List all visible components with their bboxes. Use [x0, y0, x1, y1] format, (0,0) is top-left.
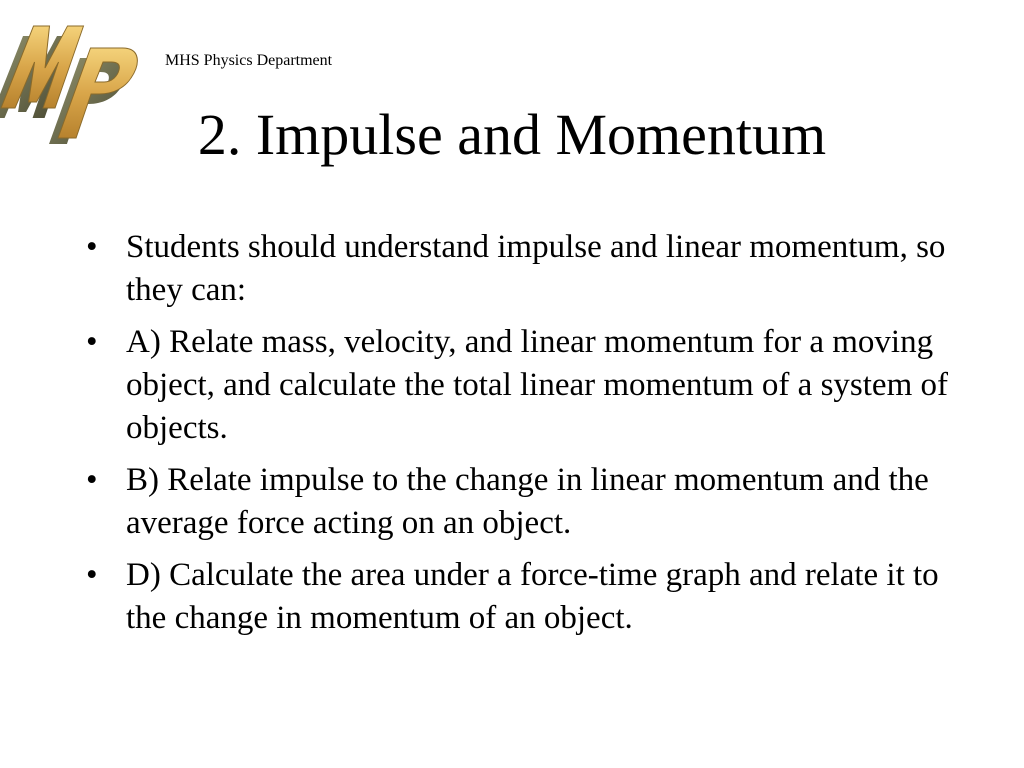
bullet-item-b [86, 459, 966, 545]
bullet-list [86, 226, 966, 649]
bullet-text: B) Relate impulse to the change in linear momentum and the average force acting on an object. [126, 462, 929, 541]
bullet-item-d [86, 554, 966, 640]
bullet-marker: • [86, 462, 98, 498]
slide-title [0, 100, 1024, 170]
bullet-text: Students should understand impulse and linear momentum, so they can: [126, 229, 946, 308]
bullet-text: D) Calculate the area under a force-time graph and relate it to the change in momentum of an object. [126, 557, 939, 636]
bullet-marker: • [86, 229, 98, 265]
slide-title-text: 2. Impulse and Momentum [197, 102, 827, 167]
bullet-marker: • [86, 324, 98, 360]
bullet-item-a [86, 321, 966, 450]
bullet-text: A) Relate mass, velocity, and linear momentum for a moving object, and calculate the total linear momentum of a system of objects. [126, 324, 948, 446]
bullet-marker: • [86, 557, 98, 593]
department-label: MHS Physics Department [165, 52, 333, 69]
bullet-item-intro [86, 226, 966, 312]
